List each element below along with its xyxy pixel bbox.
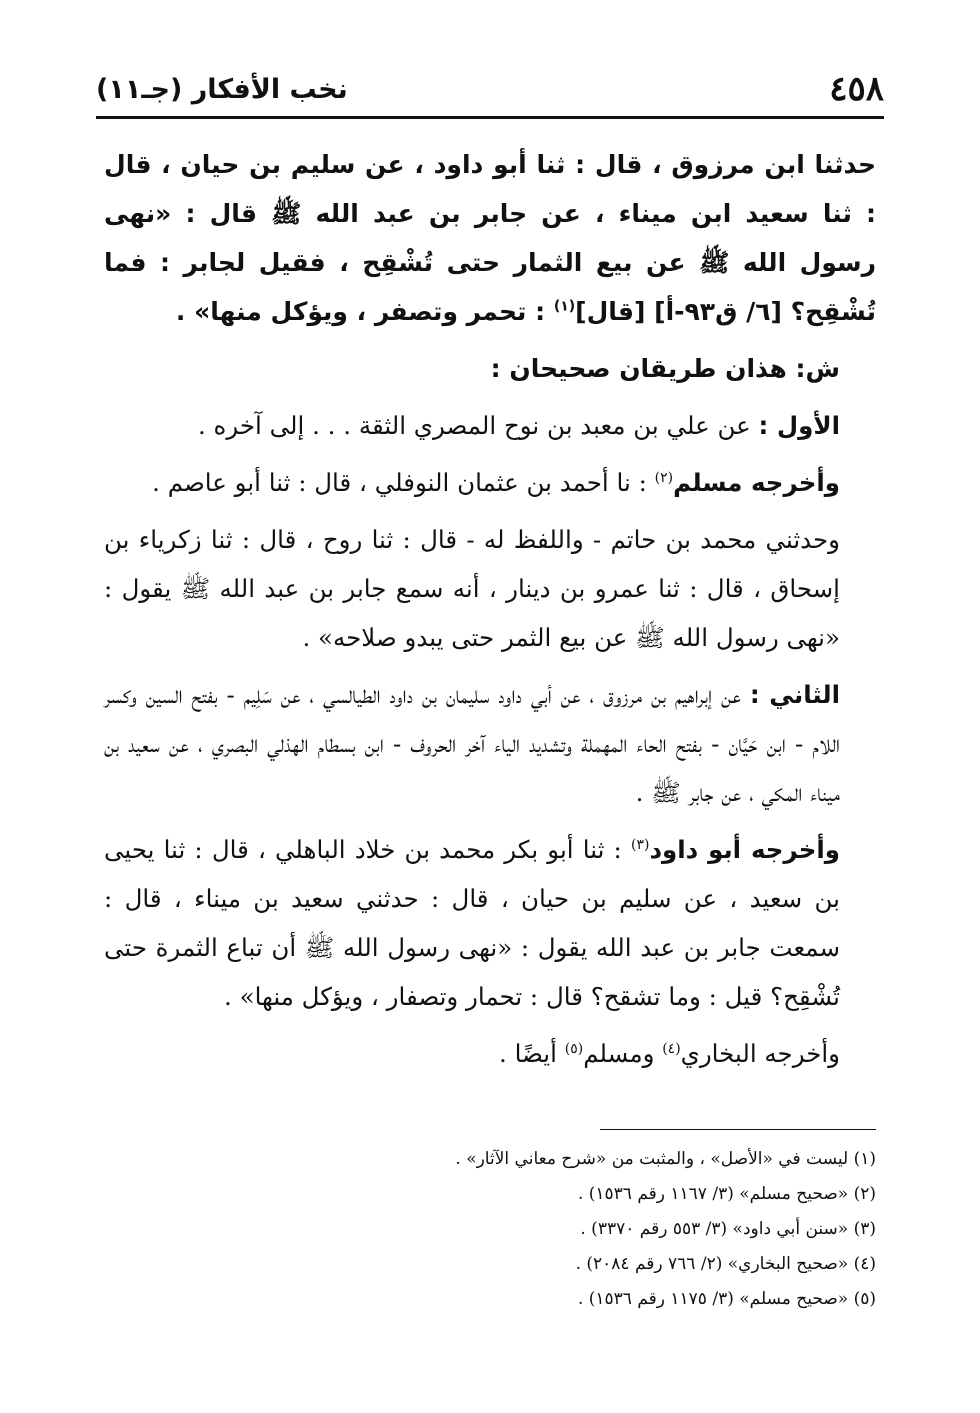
footnote-divider [600, 1129, 876, 1130]
main-text [104, 140, 876, 1086]
first-route-paragraph: الأول : عن علي بن معبد بن نوح المصري الثقة . . . إلى آخره . [197, 411, 840, 440]
footnote-2: (٢) «صحيح مسلم» (٣/ ١١٦٧ رقم ١٥٣٦) . [577, 1184, 876, 1204]
abu-dawud-lead: وأخرجه أبو داود [649, 835, 840, 864]
page-header [96, 62, 884, 119]
abu-dawud-paragraph: وأخرجه أبو داود$^{(٣)}$ : ثنا أبو بكر محمد بن خلاد الباهلي ، قال : ثنا يحيى بن سعيد ، عن سليم بن حيان ، قال : حدثني سعيد بن ميناء ، قال : سمعت جابر بن عبد الله يقول : «نهى رسول الله ﷺ أن تباع الثمرة حتى تُشْقِح؟ قيل : وما تشقح؟ قال : تحمار وتصفار ، ويؤكل منها» . [104, 835, 840, 1011]
muslim-lead: وأخرجه مسلم [673, 468, 840, 497]
second-route-lead: الثاني : [749, 680, 840, 709]
book-title: نخب الأفكار (جـ١١) [96, 73, 348, 105]
footnote-1: (١) ليست في «الأصل» ، والمثبت من «شرح معاني الآثار» . [455, 1149, 876, 1169]
hatim-paragraph: وحدثني محمد بن حاتم - واللفظ له - قال : ثنا روح ، قال : ثنا زكرياء بن إسحاق ، قال : ثنا عمرو بن دينار ، أنه سمع جابر بن عبد الله ﷺ يقول : «نهى رسول الله ﷺ عن بيع الثمر حتى يبدو صلاحه» . [104, 525, 840, 652]
second-route-paragraph: الثاني : عن إبراهيم بن مرزوق ، عن أبي داود سليمان بن داود الطيالسي ، عن سَلِيم - بفتح السين وكسر اللام - ابن حَيَّان - بفتح الحاء المهملة وتشديد الياء آخر الحروف - ابن بسطام الهذلي البصري ، عن سعيد بن ميناء المكي ، عن جابر ﷺ . [104, 680, 841, 807]
bukhari-paragraph: وأخرجه البخاري$^{(٤)}$ ومسلم$^{(٥)}$ أيضًا . [499, 1039, 840, 1068]
footnote-ref-5: (٥) [564, 1040, 584, 1057]
hadith-paragraph: حدثنا ابن مرزوق ، قال : ثنا أبو داود ، عن سليم بن حيان ، قال : ثنا سعيد ابن ميناء ، عن جابر بن عبد الله ﷺ قال : «نهى رسول الله ﷺ عن بيع الثمار حتى تُشْقِح ، فقيل لجابر : فما تُشْقِح؟ [٦/ ق٩٣-أ] [قال]$^{(١)}$ : تحمر وتصفر ، ويؤكل منها» . [104, 150, 876, 326]
footnote-4: (٤) «صحيح البخاري» (٢/ ٧٦٦ رقم ٢٠٨٤) . [575, 1254, 876, 1274]
footnote-ref-4: (٤) [662, 1040, 681, 1057]
footnote-ref-3: (٣) [630, 836, 650, 853]
footnotes [200, 1142, 876, 1317]
first-route-lead: الأول : [758, 411, 840, 440]
footnote-5: (٥) «صحيح مسلم» (٣/ ١١٧٥ رقم ١٥٣٦) . [577, 1289, 876, 1309]
footnote-3: (٣) «سنن أبي داود» (٣/ ٥٥٣ رقم ٣٣٧٠) . [580, 1219, 876, 1239]
footnote-ref-1: (١) [553, 298, 576, 315]
muslim-paragraph: وأخرجه مسلم$^{(٢)}$ : نا أحمد بن عثمان النوفلي ، قال : ثنا أبو عاصم . [152, 468, 840, 497]
sharh-heading: ش: هذان طريقان صحيحان : [490, 354, 840, 383]
page-number: ٤٥٨ [829, 69, 884, 109]
footnote-ref-2: (٢) [654, 469, 674, 486]
